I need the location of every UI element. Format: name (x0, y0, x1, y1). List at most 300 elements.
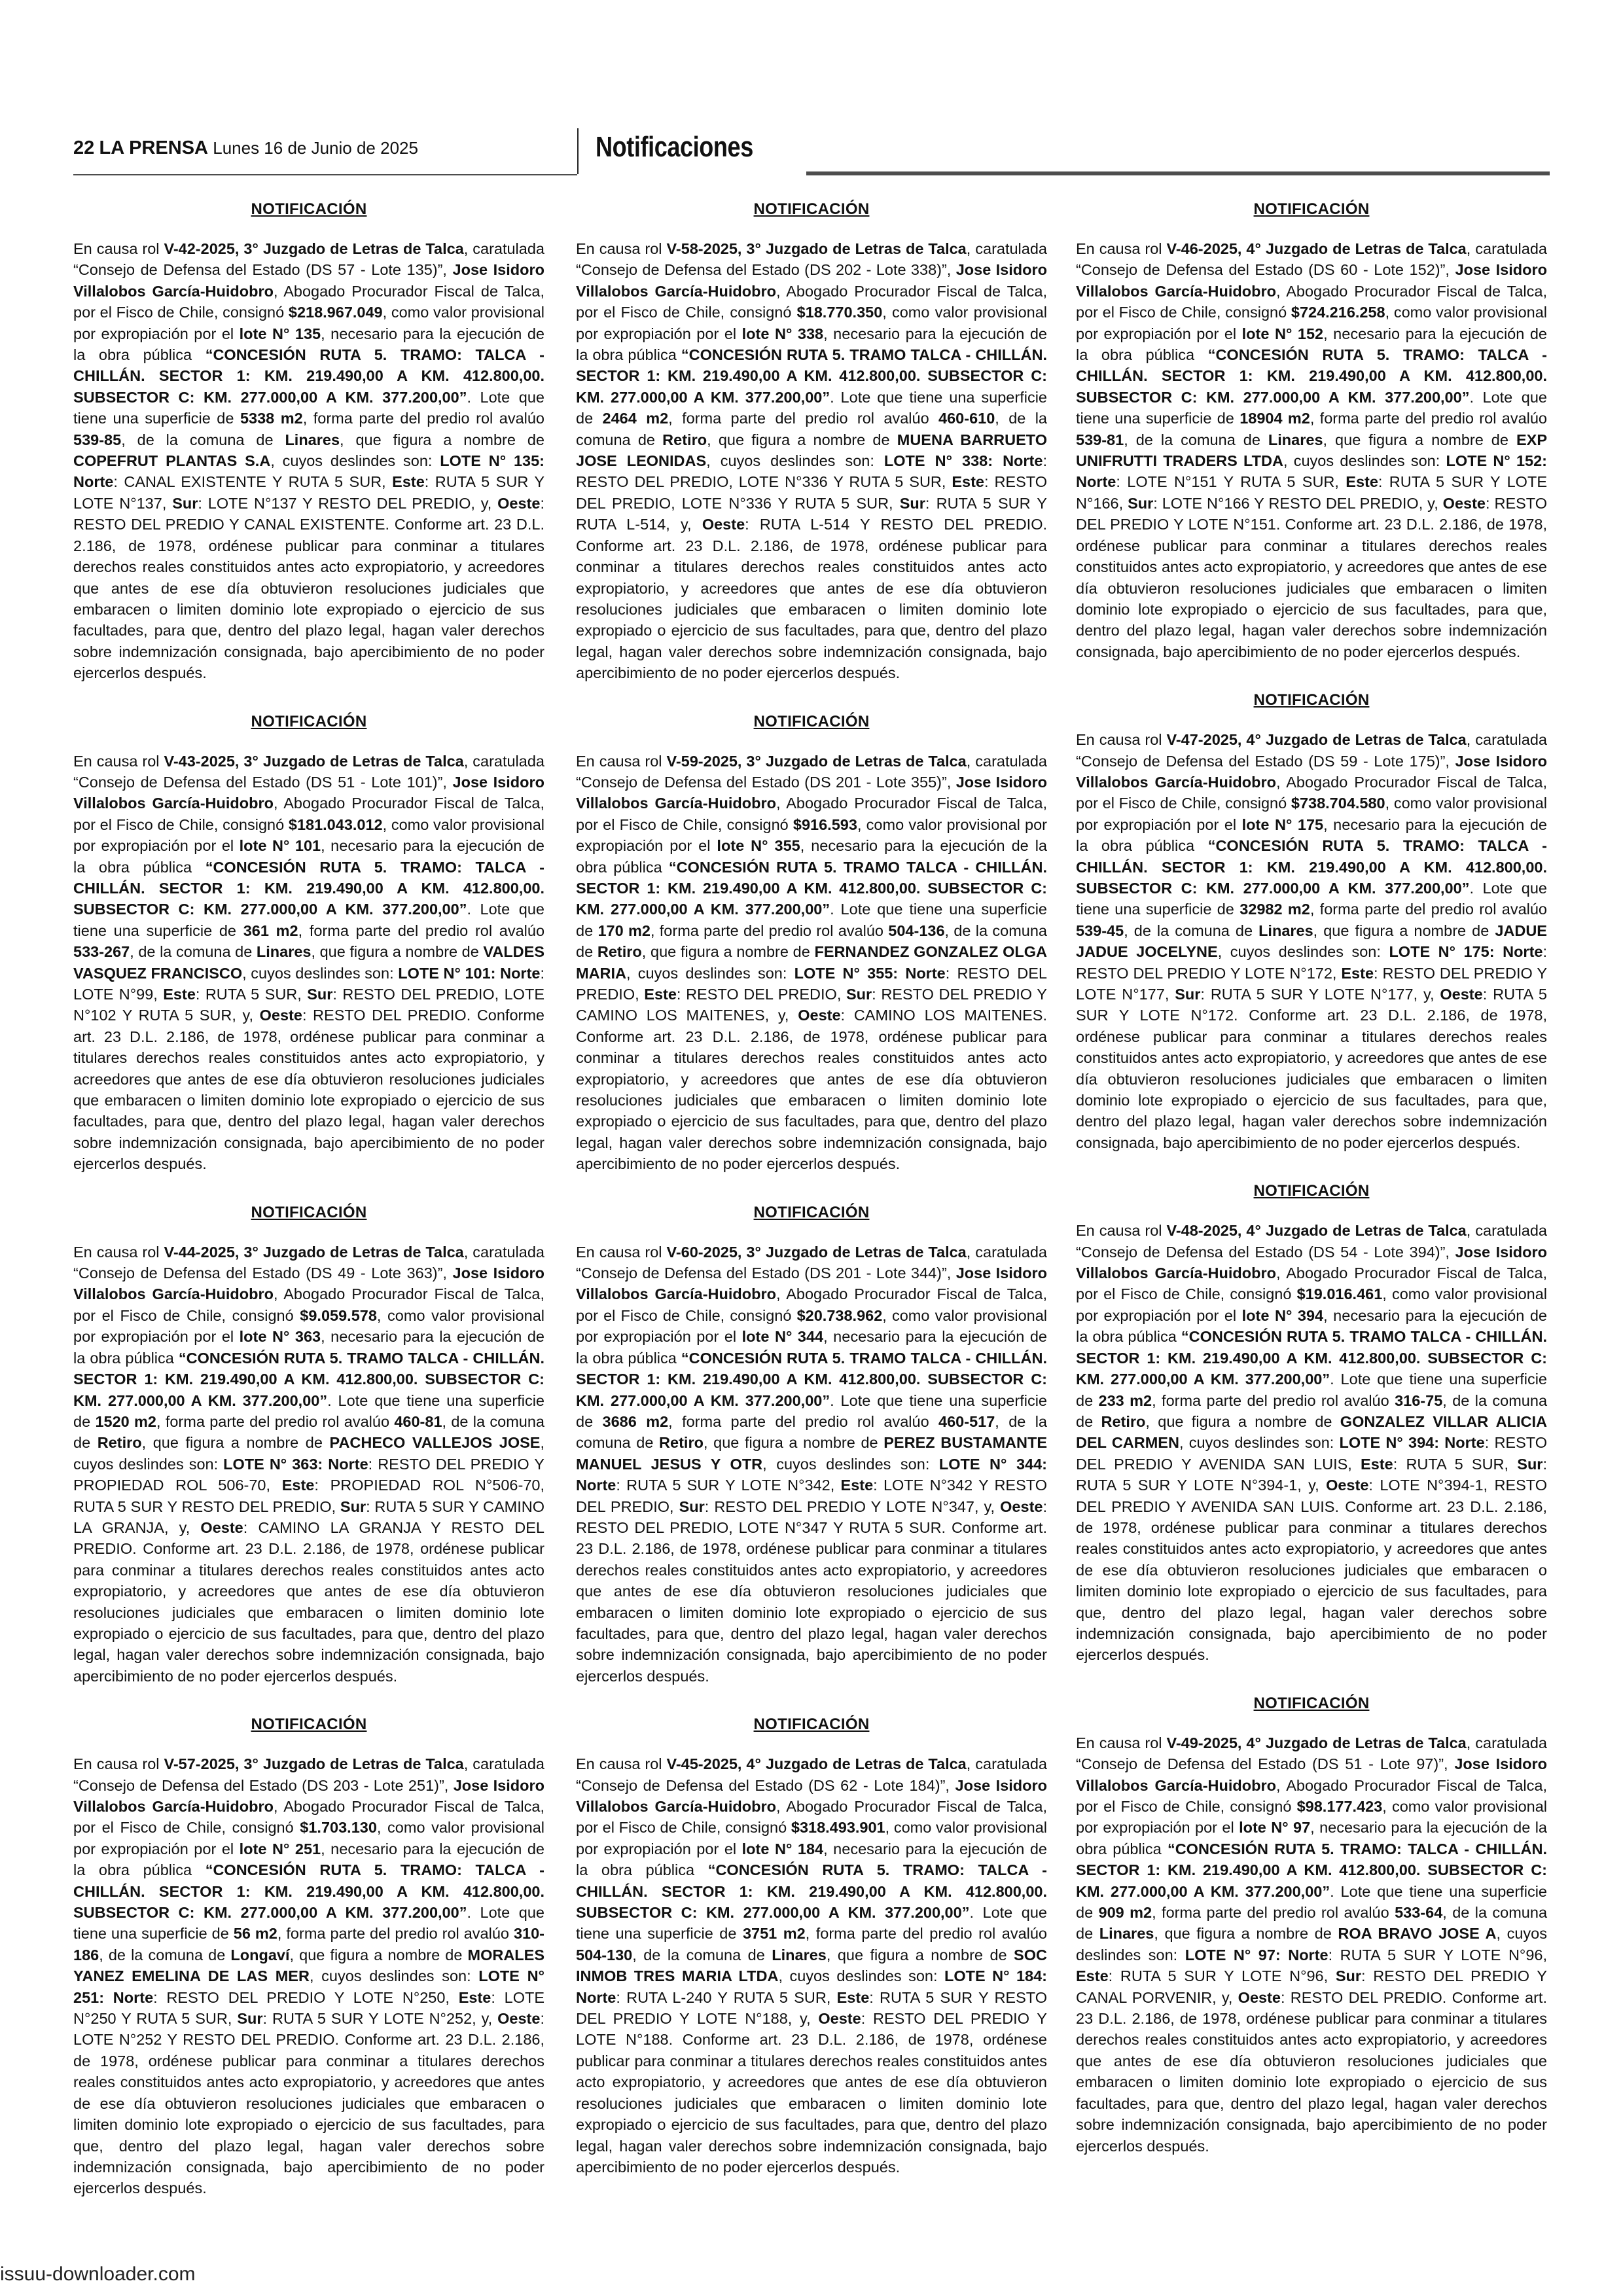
notice-text-bold: lote N° 135 (239, 325, 321, 342)
notice-text-bold: lote N° 175 (1241, 816, 1324, 833)
notice-body (1076, 1220, 1547, 1666)
notice-text: En causa rol (1076, 1222, 1167, 1240)
notice-text: , cuyos deslindes son: (309, 1967, 479, 1985)
notice-text-bold: Retiro (97, 1434, 142, 1452)
notice-text: : RESTO DEL PREDIO, LOTE N°336 Y RUTA 5 SUR, (576, 473, 1047, 512)
source-watermark: issuu-downloader.com (0, 2263, 196, 2285)
notice-text-bold: MUENA BARRUETO JOSE LEONIDAS (576, 431, 1047, 470)
notice-text: , como valor provisional por expropiación por el (576, 1819, 1047, 1857)
notice-text: , Abogado Procurador Fiscal de Talca, por el Fisco de Chile, consignó (576, 795, 1047, 833)
notice-text: , forma parte del predio rol avalúo (668, 410, 939, 427)
notice-text-bold: LOTE N° 394: Norte (1339, 1434, 1485, 1452)
notice-text: : RESTO DEL PREDIO Y AVENIDA SAN LUIS, (1076, 1434, 1547, 1473)
notice-text-bold: lote N° 355 (717, 837, 800, 855)
column-1 (73, 194, 544, 2228)
notice-text-bold: Sur (172, 494, 198, 512)
notice-text: , Abogado Procurador Fiscal de Talca, por el Fisco de Chile, consignó (73, 1798, 544, 1837)
notice-text-bold: Linares (285, 431, 340, 448)
notice-text: : RUTA 5 SUR Y LOTE N°166, (1076, 473, 1547, 512)
notice-text: , necesario para la ejecución de la obra pública (1076, 1819, 1547, 1857)
notice-title: NOTIFICACIÓN (753, 1715, 870, 1734)
notice-text: : RUTA 5 SUR, (195, 986, 308, 1003)
notice-body (576, 1242, 1047, 1687)
notice-block (73, 1204, 544, 1687)
notice-text: . Lote que tiene una superficie de (576, 388, 1047, 427)
notice-text: , necesario para la ejecución de la obra pública (73, 1840, 545, 1879)
notice-text: : RUTA 5 SUR Y CAMINO LA GRANJA, y, (73, 1498, 544, 1536)
notice-text: , de la comuna de (1124, 922, 1259, 939)
notice-text: , Abogado Procurador Fiscal de Talca, por el Fisco de Chile, consignó (1076, 773, 1547, 812)
notice-text: , Abogado Procurador Fiscal de Talca, por el Fisco de Chile, consignó (576, 1285, 1047, 1324)
notice-text-bold: “CONCESIÓN RUTA 5. TRAMO: TALCA - CHILLÁN. SECTOR 1: KM. 219.490,00 A KM. 412.800,00. SUBSECTOR C: KM. 277.000,00 A KM. 377.200,00” (1076, 1840, 1547, 1900)
notice-text: , cuyos deslindes son: (626, 964, 794, 982)
notice-text-bold: 2464 m2 (602, 410, 669, 427)
notice-text-bold: Retiro (1101, 1412, 1146, 1430)
notice-text-bold: lote N° 338 (741, 325, 824, 342)
notice-text-bold: LOTE N° 97: Norte (1185, 1946, 1329, 1964)
notice-text: , que figura a nombre de (1313, 922, 1495, 939)
notice-title: NOTIFICACIÓN (251, 1715, 367, 1734)
notice-text-bold: V-57-2025, 3° Juzgado de Letras de Talca (164, 1755, 464, 1773)
notice-text-bold: Este (392, 473, 425, 491)
notice-text-bold: “CONCESIÓN RUTA 5. TRAMO TALCA - CHILLÁN. SECTOR 1: KM. 219.490,00 A KM. 412.800,00. SUBSECTOR C: KM. 277.000,00 A KM. 377.200,00” (576, 858, 1047, 918)
notice-text: , caratulada “Consejo de Defensa del Estado (DS 62 - Lote 184)”, (576, 1755, 1047, 1794)
notice-text-bold: Jose Isidoro Villalobos García-Huidobro (1076, 1243, 1547, 1282)
notice-text-bold: 460-517 (938, 1412, 995, 1430)
section-bar (806, 171, 1550, 175)
notice-text-bold: Sur (1128, 494, 1154, 512)
notice-text: , caratulada “Consejo de Defensa del Estado (DS 59 - Lote 175)”, (1076, 731, 1547, 770)
notice-text: , como valor provisional por expropiación por el (73, 1819, 544, 1857)
notice-text: : RUTA 5 SUR Y LOTE N°252, y, (262, 2010, 498, 2028)
notice-text: , cuyos deslindes son: (73, 1434, 544, 1473)
notice-text: : RESTO DEL PREDIO, (576, 964, 1047, 1003)
notice-text: , de la comuna de (632, 1946, 772, 1964)
notice-text: , caratulada “Consejo de Defensa del Estado (DS 203 - Lote 251)”, (73, 1755, 544, 1794)
notice-text: , de la comuna de (73, 1412, 545, 1452)
notice-text-bold: PACHECO VALLEJOS JOSE (329, 1434, 541, 1452)
notice-text-bold: Jose Isidoro Villalobos García-Huidobro (576, 773, 1047, 812)
notice-title: NOTIFICACIÓN (251, 712, 367, 730)
notice-block (576, 1204, 1047, 1687)
notice-text-bold: lote N° 394 (1241, 1306, 1324, 1324)
page-number: 22 (73, 137, 95, 158)
notice-text-bold: “CONCESIÓN RUTA 5. TRAMO: TALCA - CHILLÁN. SECTOR 1: KM. 219.490,00 A KM. 412.800,00. SUBSECTOR C: KM. 277.000,00 A KM. 377.200,00” (1076, 837, 1547, 897)
notice-text-bold: Oeste (1238, 1988, 1281, 2006)
notice-block (73, 713, 544, 1175)
notice-text-bold: $9.059.578 (300, 1306, 377, 1324)
notice-text-bold: Longaví (230, 1946, 290, 1964)
notice-text: En causa rol (73, 1755, 164, 1773)
notice-text-bold: $318.493.901 (791, 1819, 885, 1837)
notice-text-bold: 504-130 (576, 1946, 633, 1964)
notice-text-bold: Jose Isidoro Villalobos García-Huidobro (73, 261, 544, 300)
notice-text-bold: LOTE N° 184: Norte (576, 1967, 1047, 2006)
notice-text: , como valor provisional por expropiación por el (1076, 1285, 1547, 1324)
notice-text-bold: Este (836, 1988, 870, 2006)
notice-text-bold: lote N° 251 (239, 1840, 321, 1857)
notice-body (576, 1753, 1047, 2178)
notice-text-bold: Este (644, 986, 677, 1003)
notice-text-bold: Oeste (702, 516, 745, 533)
notice-text: En causa rol (73, 1243, 164, 1261)
notice-text: , caratulada “Consejo de Defensa del Estado (DS 202 - Lote 338)”, (576, 240, 1047, 279)
notice-text-bold: $20.738.962 (796, 1306, 883, 1324)
notice-text: , Abogado Procurador Fiscal de Talca, por el Fisco de Chile, consignó (73, 795, 544, 833)
notice-text-bold: Oeste (497, 2010, 541, 2028)
notice-text-bold: Oeste (1000, 1498, 1043, 1515)
notice-text-bold: “CONCESIÓN RUTA 5. TRAMO TALCA - CHILLÁN. SECTOR 1: KM. 219.490,00 A KM. 412.800,00. SUBSECTOR C: KM. 277.000,00 A KM. 377.200,00” (576, 1349, 1047, 1409)
notice-text-bold: Retiro (662, 431, 707, 448)
notice-text-bold: 233 m2 (1098, 1391, 1152, 1409)
notice-text: , que figura a nombre de (311, 943, 484, 961)
notice-text-bold: Jose Isidoro Villalobos García-Huidobro (576, 1265, 1047, 1303)
notice-text: , necesario para la ejecución de la obra pública (576, 1840, 1048, 1879)
notice-text-bold: Retiro (597, 943, 642, 961)
notice-text: : LOTE N°394-1, RESTO DEL PREDIO Y AVENIDA SAN LUIS. Conforme art. 23 D.L. 2.186, de 1978, ordénese publicar para conminar a titulares derechos reales constituidos antes acto expropiatorio, y acreedores que antes de ese día obtuvieron resoluciones judiciales que embaracen o limiten dominio lote expropiado o ejercicio de sus facultades, para que, dentro del plazo legal, hagan valer derechos sobre indemnización consignada, bajo apercibimiento de no poder ejercerlos después. (1076, 1477, 1548, 1664)
notice-text: , caratulada “Consejo de Defensa del Estado (DS 57 - Lote 135)”, (73, 240, 544, 279)
notice-body (73, 1242, 544, 1687)
notice-text: , de la comuna de (1076, 1904, 1548, 1943)
notice-text: : RUTA 5 SUR Y LOTE N°96, (1108, 1967, 1336, 1985)
notice-text: , como valor provisional por expropiación por el (576, 1306, 1047, 1346)
notice-title: NOTIFICACIÓN (753, 1203, 870, 1221)
notice-text: , forma parte del predio rol avalúo (302, 410, 544, 427)
notice-text: , que figura a nombre de (1323, 431, 1516, 448)
notice-text: , Abogado Procurador Fiscal de Talca, por el Fisco de Chile, consignó (576, 282, 1047, 321)
notice-text-bold: V-42-2025, 3° Juzgado de Letras de Talca (164, 240, 464, 257)
page-header (73, 128, 1550, 175)
notice-text-bold: “CONCESIÓN RUTA 5. TRAMO: TALCA - CHILLÁN. SECTOR 1: KM. 219.490,00 A KM. 412.800,00. SUBSECTOR C: KM. 277.000,00 A KM. 377.200,00” (73, 346, 544, 406)
notice-text-bold: LOTE N° 135: Norte (73, 452, 544, 491)
notice-text: : RESTO DEL PREDIO, LOTE N°347 Y RUTA 5 SUR. Conforme art. 23 D.L. 2.186, de 1978, ordénese publicar para conminar a titulares derechos reales constituidos antes acto expropiatorio, y acreedores que antes de ese día obtuvieron resoluciones judiciales que embaracen o limiten dominio lote expropiado o ejercicio de sus facultades, para que, dentro del plazo legal, hagan valer derechos sobre indemnización consignada, bajo apercibimiento de no poder ejercerlos después. (576, 1498, 1048, 1685)
notice-text-bold: 539-85 (73, 431, 122, 448)
notice-text-bold: $916.593 (793, 816, 857, 833)
notice-text-bold: Oeste (1326, 1477, 1369, 1494)
notice-block (1076, 200, 1547, 662)
notice-text-bold: $18.770.350 (796, 304, 883, 321)
notice-text-bold: Linares (256, 943, 312, 961)
notice-text: : RESTO DEL PREDIO Y CAMINO LOS MAITENES, y, (576, 986, 1047, 1024)
notice-text-bold: V-45-2025, 4° Juzgado de Letras de Talca (666, 1755, 967, 1773)
notice-text: : RUTA 5 SUR Y LOTE N°96, (1328, 1946, 1547, 1964)
notice-text-bold: Oeste (497, 494, 541, 512)
notice-text-bold: Sur (1175, 986, 1201, 1003)
notice-text: : LOTE N°99, (73, 964, 544, 1003)
notice-text: : LOTE N°342 Y RESTO DEL PREDIO, (576, 1477, 1047, 1515)
notice-text-bold: JADUE JADUE JOCELYNE (1076, 922, 1547, 961)
notice-text: , como valor provisional por expropiación por el (576, 304, 1047, 342)
notice-text-bold: lote N° 152 (1241, 325, 1324, 342)
notice-text-bold: Linares (1099, 1925, 1154, 1943)
notice-text-bold: Linares (1258, 922, 1313, 939)
notice-text: , que figura a nombre de (1145, 1412, 1340, 1430)
notice-body (576, 751, 1047, 1175)
notice-text: , caratulada “Consejo de Defensa del Estado (DS 54 - Lote 394)”, (1076, 1222, 1547, 1261)
notice-text: , de la comuna de (576, 410, 1047, 448)
notice-text-bold: LOTE N° 363: Norte (223, 1455, 368, 1473)
notice-text: , que figura a nombre de (703, 1434, 884, 1452)
notice-text-bold: $218.967.049 (288, 304, 383, 321)
notice-text: : CAMINO LOS MAITENES. Conforme art. 23 D.L. 2.186, de 1978, ordénese publicar para conminar a titulares derechos reales constituidos antes acto expropiatorio, y acreedores que antes de ese día obtuvieron resoluciones judiciales que embaracen o limiten dominio lote expropiado o ejercicio de sus facultades, para que, dentro del plazo legal, hagan valer derechos sobre indemnización consignada, bajo apercibimiento de no poder ejercerlos después. (576, 1007, 1047, 1173)
notice-text: , forma parte del predio rol avalúo (1152, 1904, 1395, 1922)
notice-text: : LOTE N°250 Y RUTA 5 SUR, (73, 1988, 544, 2028)
notice-text-bold: $98.177.423 (1296, 1798, 1383, 1815)
notice-text: : RESTO DEL PREDIO Y LOTE N°172, (1076, 943, 1547, 982)
notice-text: , caratulada “Consejo de Defensa del Estado (DS 60 - Lote 152)”, (1076, 240, 1547, 279)
notice-text: , forma parte del predio rol avalúo (1310, 410, 1547, 427)
notice-text-bold: Este (840, 1477, 874, 1494)
notice-text: : RUTA 5 SUR Y RESTO DEL PREDIO Y LOTE N°188, y, (576, 1988, 1047, 2028)
notice-text-bold: $724.216.258 (1291, 304, 1385, 321)
notice-text-bold: lote N° 101 (239, 837, 321, 855)
notice-text-bold: “CONCESIÓN RUTA 5. TRAMO: TALCA - CHILLÁN. SECTOR 1: KM. 219.490,00 A KM. 412.800,00. SUBSECTOR C: KM. 277.000,00 A KM. 377.200,00” (576, 1861, 1047, 1922)
notice-text: , necesario para la ejecución de la obra pública (1076, 816, 1548, 855)
notice-title: NOTIFICACIÓN (1253, 1694, 1370, 1712)
notice-text: : RESTO DEL PREDIO, LOTE N°102 Y RUTA 5 SUR, y, (73, 986, 544, 1024)
notice-text-bold: Oeste (1442, 494, 1486, 512)
notice-text-bold: LOTE N° 355: Norte (794, 964, 946, 982)
notice-title: NOTIFICACIÓN (1253, 691, 1370, 709)
notice-text: : LOTE N°252 Y RESTO DEL PREDIO. Conforme art. 23 D.L. 2.186, de 1978, ordénese publicar para conminar a titulares derechos reales constituidos antes acto expropiatorio, y acreedores que antes de ese día obtuvieron resoluciones judiciales que embaracen o limiten dominio lote expropiado o ejercicio de sus facultades, para que, dentro del plazo legal, hagan valer derechos sobre indemnización consignada, bajo apercibimiento de no poder ejercerlos después. (73, 2010, 544, 2197)
notice-title: NOTIFICACIÓN (1253, 200, 1370, 218)
notice-text: , de la comuna de (576, 1412, 1047, 1452)
notice-text-bold: Sur (899, 494, 925, 512)
notice-text: : RESTO DEL PREDIO Y CANAL EXISTENTE. Conforme art. 23 D.L. 2.186, de 1978, ordénese publicar para conminar a titulares derechos reales constituidos antes acto expropiatorio, y acreedores que antes de ese día obtuvieron resoluciones judiciales que embaracen o limiten dominio lote expropiado o ejercicio de sus facultades, para que, dentro del plazo legal, hagan valer derechos sobre indemnización consignada, bajo apercibimiento de no poder ejercerlos después. (73, 494, 545, 682)
notice-body (1076, 238, 1547, 662)
notice-body (576, 238, 1047, 684)
notice-text-bold: COPEFRUT PLANTAS S.A (73, 452, 271, 470)
notice-text: : RUTA 5 SUR Y LOTE N°172. Conforme art. 23 D.L. 2.186, de 1978, ordénese publicar para conminar a titulares derechos reales constituidos antes acto expropiatorio, y acreedores que antes de ese día obtuvieron resoluciones judiciales que embaracen o limiten dominio lote expropiado o ejercicio de sus facultades, para que, dentro del plazo legal, hagan valer derechos sobre indemnización consignada, bajo apercibimiento de no poder ejercerlos después. (1076, 986, 1547, 1151)
notice-title: NOTIFICACIÓN (753, 200, 870, 218)
notice-text-bold: Jose Isidoro Villalobos García-Huidobro (576, 261, 1047, 300)
notice-text: . Lote que tiene una superficie de (576, 901, 1047, 939)
notice-text: En causa rol (1076, 731, 1167, 749)
notice-text-bold: $1.703.130 (300, 1819, 377, 1837)
notice-text: , de la comuna de (130, 943, 257, 961)
notice-text: , cuyos deslindes son: (242, 964, 399, 982)
notice-text: , de la comuna de (121, 431, 285, 448)
notice-text-bold: 310-186 (73, 1925, 544, 1964)
notice-text: : RUTA 5 SUR Y RUTA L-514, y, (576, 494, 1047, 533)
notice-block (73, 1715, 544, 2199)
notice-title: NOTIFICACIÓN (251, 1203, 367, 1221)
notice-text: En causa rol (576, 240, 667, 257)
notice-text-bold: 316-75 (1395, 1391, 1443, 1409)
notice-text-bold: 361 m2 (243, 922, 298, 939)
notice-text-bold: MORALES YANEZ EMELINA DE LAS MER (73, 1946, 544, 1985)
notice-text-bold: 56 m2 (233, 1925, 277, 1943)
notice-text-bold: LOTE N° 175: Norte (1389, 943, 1543, 961)
notice-text-bold: Jose Isidoro Villalobos García-Huidobro (73, 1776, 544, 1815)
notice-text-bold: “CONCESIÓN RUTA 5. TRAMO TALCA - CHILLÁN. SECTOR 1: KM. 219.490,00 A KM. 412.800,00. SUBSECTOR C: KM. 277.000,00 A KM. 377.200,00” (1076, 1328, 1547, 1388)
notice-text: , que figura a nombre de (289, 1946, 468, 1964)
notice-text: : RESTO DEL PREDIO Y LOTE N°151. Conforme art. 23 D.L. 2.186, de 1978, ordénese publicar para conminar a titulares derechos reales constituidos antes acto expropiatorio, y acreedores que antes de ese día obtuvieron resoluciones judiciales que embaracen o limiten dominio lote expropiado o ejercicio de sus facultades, para que, dentro del plazo legal, hagan valer derechos sobre indemnización consignada, bajo apercibimiento de no poder ejercerlos después. (1076, 494, 1548, 660)
notice-text: : RESTO DEL PREDIO Y LOTE N°177, (1076, 964, 1547, 1003)
notice-text-bold: $181.043.012 (288, 816, 383, 833)
notice-text-bold: Oeste (818, 2010, 861, 2028)
notice-text: , de la comuna de (1124, 431, 1268, 448)
notice-text: : RESTO DEL PREDIO Y LOTE N°188. Conforme art. 23 D.L. 2.186, de 1978, ordénese publicar para conminar a titulares derechos reales constituidos antes acto expropiatorio, y acreedores que antes de ese día obtuvieron resoluciones judiciales que embaracen o limiten dominio lote expropiado o ejercicio de sus facultades, para que, dentro del plazo legal, hagan valer derechos sobre indemnización consignada, bajo apercibimiento de no poder ejercerlos después. (576, 2010, 1047, 2176)
notice-text-bold: SOC INMOB TRES MARIA LTDA (576, 1946, 1047, 1985)
notice-text-bold: 1520 m2 (95, 1412, 156, 1430)
notice-text-bold: “CONCESIÓN RUTA 5. TRAMO: TALCA - CHILLÁN. SECTOR 1: KM. 219.490,00 A KM. 412.800,00. SUBSECTOR C: KM. 277.000,00 A KM. 377.200,00” (73, 858, 544, 918)
notice-text: , cuyos deslindes son: (1283, 452, 1446, 470)
notice-text-bold: Jose Isidoro Villalobos García-Huidobro (576, 1776, 1047, 1815)
notice-text: . Lote que tiene una superficie de (73, 1391, 544, 1430)
notice-text-bold: V-59-2025, 3° Juzgado de Letras de Talca (666, 752, 967, 770)
notice-text: : RESTO DEL PREDIO Y LOTE N°347, y, (704, 1498, 1001, 1515)
notice-text-bold: Linares (772, 1946, 827, 1964)
notice-text-bold: V-60-2025, 3° Juzgado de Letras de Talca (666, 1243, 967, 1261)
notice-text: , necesario para la ejecución de la obra pública (576, 325, 1048, 364)
notice-text: , necesario para la ejecución de la obra pública (576, 837, 1047, 876)
notice-text-bold: lote N° 184 (741, 1840, 824, 1857)
notice-text: , de la comuna de (1076, 1391, 1548, 1430)
notice-text: : RUTA 5 SUR Y LOTE N°342, (616, 1477, 841, 1494)
notice-text: : RESTO DEL PREDIO, LOTE N°336 Y RUTA 5 SUR, (576, 452, 1047, 491)
notice-text-bold: 32982 m2 (1240, 901, 1310, 918)
notice-text: , necesario para la ejecución de la obra pública (1076, 1306, 1548, 1346)
notice-text-bold: PEREZ BUSTAMANTE MANUEL JESUS Y OTR (576, 1434, 1047, 1473)
notice-text-bold: $19.016.461 (1296, 1285, 1383, 1303)
notice-text: , necesario para la ejecución de la obra pública (73, 837, 545, 876)
notice-text-bold: LOTE N° 152: Norte (1076, 452, 1547, 491)
notice-text: , como valor provisional por expropiación por el (73, 816, 544, 855)
notice-text: , que figura a nombre de (641, 943, 815, 961)
notice-text: , como valor provisional por expropiación por el (1076, 795, 1547, 833)
notice-body (1076, 1732, 1547, 2157)
notice-text: , que figura a nombre de (707, 431, 897, 448)
notice-text-bold: FERNANDEZ GONZALEZ OLGA MARIA (576, 943, 1048, 982)
notice-text: , cuyos deslindes son: (1076, 1925, 1548, 1964)
notice-text: , forma parte del predio rol avalúo (805, 1925, 1047, 1943)
notice-text: , Abogado Procurador Fiscal de Talca, por el Fisco de Chile, consignó (73, 1285, 544, 1324)
notice-text-bold: 3751 m2 (742, 1925, 806, 1943)
notice-text: . Lote que tiene una superficie de (73, 901, 544, 939)
newspaper-name: LA PRENSA (99, 137, 208, 158)
notice-text: , Abogado Procurador Fiscal de Talca, por el Fisco de Chile, consignó (73, 282, 544, 321)
notice-text-bold: 539-45 (1076, 922, 1124, 939)
notice-text-bold: V-44-2025, 3° Juzgado de Letras de Talca (164, 1243, 464, 1261)
notice-text-bold: V-49-2025, 4° Juzgado de Letras de Talca (1166, 1734, 1467, 1751)
notice-text-bold: Jose Isidoro Villalobos García-Huidobro (73, 1265, 544, 1303)
notice-text-bold: Retiro (659, 1434, 704, 1452)
notice-text: , como valor provisional por expropiación por el (1076, 304, 1547, 342)
notice-body (1076, 729, 1547, 1153)
header-rule (73, 174, 577, 175)
notice-text: , como valor provisional por expropiación por el (73, 304, 544, 342)
notice-text: : RESTO DEL PREDIO. Conforme art. 23 D.L. 2.186, de 1978, ordénese publicar para conminar a titulares derechos reales constituidos antes acto expropiatorio, y acreedores que antes de ese día obtuvieron resoluciones judiciales que embaracen o limiten dominio lote expropiado o ejercicio de sus facultades, para que, dentro del plazo legal, hagan valer derechos sobre indemnización consignada, bajo apercibimiento de no poder ejercerlos después. (73, 1007, 544, 1173)
notice-text: , forma parte del predio rol avalúo (650, 922, 889, 939)
notice-text: . Lote que tiene una superficie de (73, 388, 544, 427)
notice-text: : RESTO DEL PREDIO. Conforme art. 23 D.L. 2.186, de 1978, ordénese publicar para conminar a titulares derechos reales constituidos antes acto expropiatorio, y acreedores que antes de ese día obtuvieron resoluciones judiciales que embaracen o limiten dominio lote expropiado o ejercicio de sus facultades, para que, dentro del plazo legal, hagan valer derechos sobre indemnización consignada, bajo apercibimiento de no poder ejercerlos después. (1076, 1988, 1547, 2155)
notice-text: En causa rol (73, 752, 164, 770)
notice-text: , forma parte del predio rol avalúo (1310, 901, 1547, 918)
notice-text-bold: V-58-2025, 3° Juzgado de Letras de Talca (666, 240, 967, 257)
notice-text-bold: Jose Isidoro Villalobos García-Huidobro (1076, 752, 1547, 791)
notice-text-bold: “CONCESIÓN RUTA 5. TRAMO TALCA - CHILLÁN. SECTOR 1: KM. 219.490,00 A KM. 412.800,00. SUBSECTOR C: KM. 277.000,00 A KM. 377.200,00” (576, 346, 1047, 406)
notice-text-bold: 539-81 (1076, 431, 1124, 448)
notice-text-bold: Oeste (259, 1007, 302, 1024)
notice-text-bold: Oeste (200, 1518, 243, 1536)
notice-text: , cuyos deslindes son: (1217, 943, 1389, 961)
notice-text: , forma parte del predio rol avalúo (668, 1412, 939, 1430)
notice-text: , Abogado Procurador Fiscal de Talca, por el Fisco de Chile, consignó (1076, 282, 1547, 321)
notice-block (1076, 1182, 1547, 1666)
notice-text: , Abogado Procurador Fiscal de Talca, por el Fisco de Chile, consignó (576, 1798, 1047, 1837)
notice-text-bold: Sur (1517, 1455, 1543, 1473)
notice-text: , forma parte del predio rol avalúo (277, 1925, 514, 1943)
notice-text: , Abogado Procurador Fiscal de Talca, por el Fisco de Chile, consignó (1076, 1265, 1547, 1303)
notice-text-bold: Este (163, 986, 196, 1003)
notice-text-bold: Jose Isidoro Villalobos García-Huidobro (1076, 1755, 1547, 1794)
notice-text-bold: V-46-2025, 4° Juzgado de Letras de Talca (1166, 240, 1467, 257)
notice-title: NOTIFICACIÓN (753, 712, 870, 730)
notice-text: , de la comuna de (576, 922, 1048, 961)
notice-text: , que figura a nombre de (826, 1946, 1014, 1964)
notice-text: . Lote que tiene una superficie de (1076, 388, 1547, 427)
notice-text: . Lote que tiene una superficie de (1076, 879, 1547, 918)
notice-text: , caratulada “Consejo de Defensa del Estado (DS 201 - Lote 355)”, (576, 752, 1047, 791)
notice-text-bold: Jose Isidoro Villalobos García-Huidobro (1076, 261, 1547, 300)
notice-text: , como valor provisional por expropiación por el (576, 816, 1047, 855)
notice-text-bold: Jose Isidoro Villalobos García-Huidobro (73, 773, 544, 812)
notice-text: En causa rol (1076, 1734, 1167, 1751)
notice-block (1076, 691, 1547, 1153)
notice-text-bold: VALDES VASQUEZ FRANCISCO (73, 943, 544, 982)
notice-text: : CAMINO LA GRANJA Y RESTO DEL PREDIO. Conforme art. 23 D.L. 2.186, de 1978, ordénese publicar para conminar a titulares derechos reales constituidos antes acto expropiatorio, y acreedores que antes de ese día obtuvieron resoluciones judiciales que embaracen o limiten dominio lote expropiado o ejercicio de sus facultades, para que, dentro del plazo legal, hagan valer derechos sobre indemnización consignada, bajo apercibimiento de no poder ejercerlos después. (73, 1518, 544, 1685)
notice-text-bold: Este (458, 1988, 491, 2006)
notice-text: : RUTA 5 SUR Y LOTE N°394-1, y, (1076, 1455, 1547, 1494)
notice-text: : CANAL EXISTENTE Y RUTA 5 SUR, (113, 473, 393, 491)
notice-text-bold: “CONCESIÓN RUTA 5. TRAMO TALCA - CHILLÁN. SECTOR 1: KM. 219.490,00 A KM. 412.800,00. SUBSECTOR C: KM. 277.000,00 A KM. 377.200,00” (73, 1349, 544, 1409)
issue-date: Lunes 16 de Junio de 2025 (213, 138, 418, 158)
notice-text-bold: LOTE N° 338: Norte (883, 452, 1043, 470)
notice-text: En causa rol (576, 1755, 667, 1773)
notice-text: , forma parte del predio rol avalúo (298, 922, 545, 939)
notice-text-bold: Este (1341, 964, 1374, 982)
notice-text: En causa rol (576, 752, 667, 770)
notice-text-bold: 460-81 (394, 1412, 442, 1430)
notice-text: : RUTA 5 SUR Y LOTE N°137, (73, 473, 544, 512)
notice-text-bold: EXP UNIFRUTTI TRADERS LTDA (1076, 431, 1547, 470)
notice-text-bold: “CONCESIÓN RUTA 5. TRAMO: TALCA - CHILLÁN. SECTOR 1: KM. 219.490,00 A KM. 412.800,00. SUBSECTOR C: KM. 277.000,00 A KM. 377.200,00” (73, 1861, 544, 1922)
notice-text-bold: V-43-2025, 3° Juzgado de Letras de Talca (164, 752, 464, 770)
notice-text: , caratulada “Consejo de Defensa del Estado (DS 201 - Lote 344)”, (576, 1243, 1047, 1282)
notice-text-bold: $738.704.580 (1291, 795, 1385, 812)
notice-text: . Lote que tiene una superficie de (73, 1904, 544, 1943)
notice-text-bold: V-48-2025, 4° Juzgado de Letras de Talca (1166, 1222, 1467, 1240)
notice-text: : RUTA L-514 Y RESTO DEL PREDIO. Conforme art. 23 D.L. 2.186, de 1978, ordénese publicar para conminar a titulares derechos reales constituidos antes acto expropiatorio, y acreedores que antes de ese día obtuvieron resoluciones judiciales que embaracen o limiten dominio lote expropiado o ejercicio de sus facultades, para que, dentro del plazo legal, hagan valer derechos sobre indemnización consignada, bajo apercibimiento de no poder ejercerlos después. (576, 516, 1047, 682)
notice-text-bold: Oeste (1440, 986, 1483, 1003)
page-folio (73, 137, 418, 159)
notice-text-bold: lote N° 344 (741, 1328, 824, 1346)
notice-text: : RESTO DEL PREDIO, (676, 986, 846, 1003)
notice-text-bold: lote N° 97 (1239, 1819, 1311, 1837)
notice-text: : LOTE N°137 Y RESTO DEL PREDIO, y, (198, 494, 498, 512)
notice-block (576, 713, 1047, 1175)
notice-text: : LOTE N°166 Y RESTO DEL PREDIO, y, (1153, 494, 1443, 512)
notice-text: , necesario para la ejecución de la obra pública (1076, 325, 1548, 364)
notice-text-bold: Sur (846, 986, 872, 1003)
notice-text: , necesario para la ejecución de la obra pública (73, 325, 545, 364)
notice-text: . Lote que tiene una superficie de (1076, 1371, 1547, 1409)
notice-text: . Lote que tiene una superficie de (576, 1904, 1047, 1943)
notice-text: , de la comuna de (99, 1946, 231, 1964)
column-3 (1076, 194, 1547, 2185)
notice-text: . Lote que tiene una superficie de (1076, 1882, 1547, 1922)
